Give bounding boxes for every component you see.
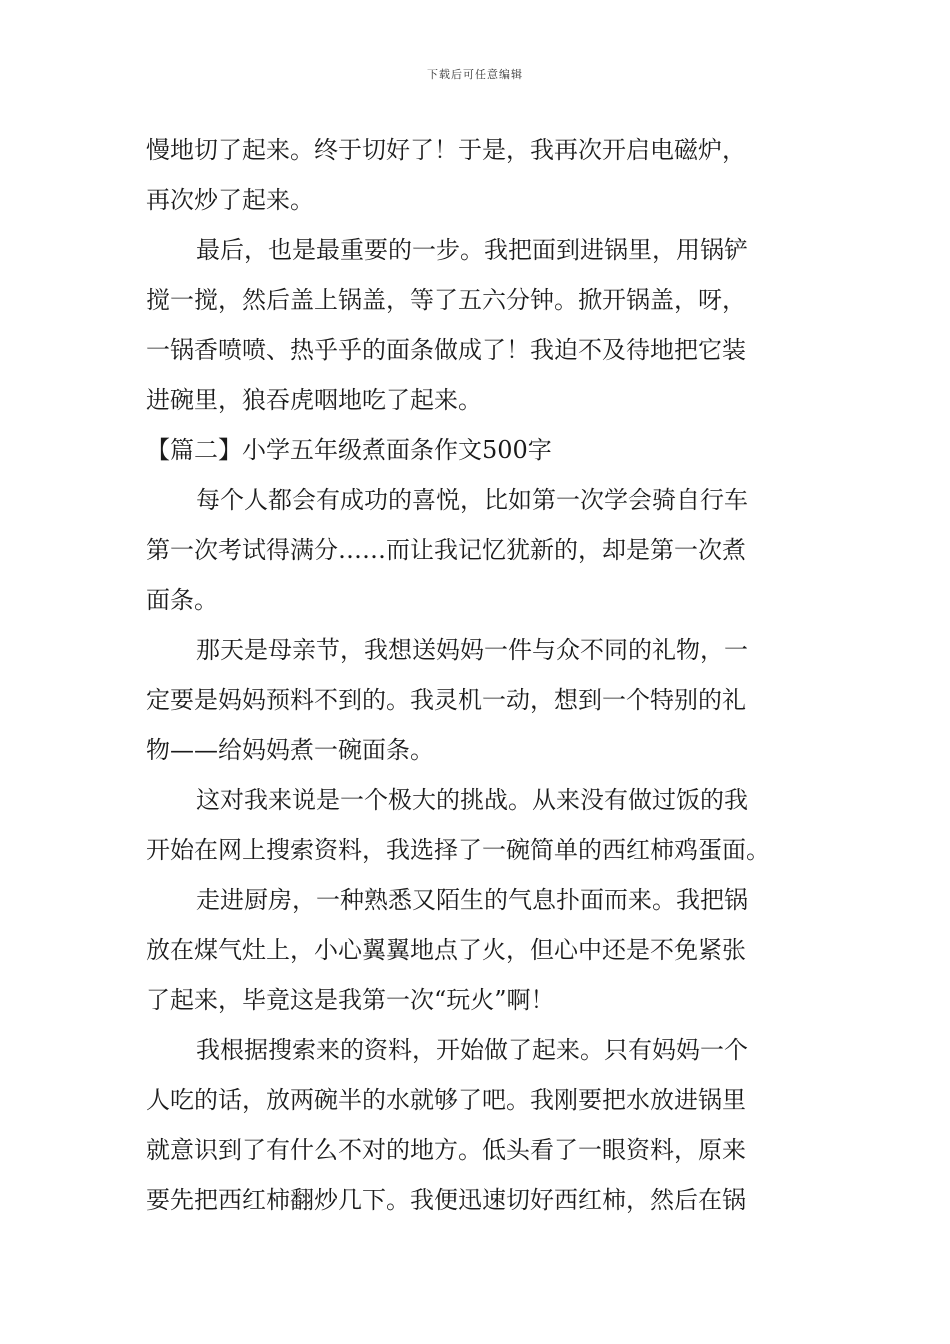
text-line: 搅一搅，然后盖上锅盖，等了五六分钟。掀开锅盖，呀， [146, 286, 746, 314]
paragraph-start: 每个人都会有成功的喜悦，比如第一次学会骑自行车 [196, 486, 748, 514]
paragraph-start: 我根据搜索来的资料，开始做了起来。只有妈妈一个 [196, 1036, 748, 1064]
page-header: 下载后可任意编辑 [427, 68, 523, 81]
text-line: 第一次考试得满分……而让我记忆犹新的，却是第一次煮 [146, 536, 746, 564]
text-line: 要先把西红柿翻炒几下。我便迅速切好西红柿，然后在锅 [146, 1186, 746, 1214]
text-line: 物——给妈妈煮一碗面条。 [146, 736, 434, 764]
text-line: 放在煤气灶上，小心翼翼地点了火，但心中还是不免紧张 [146, 936, 746, 964]
text-line: 就意识到了有什么不对的地方。低头看了一眼资料，原来 [146, 1136, 746, 1164]
text-line: 了起来，毕竟这是我第一次“玩火”啊！ [146, 986, 555, 1014]
paragraph-start: 这对我来说是一个极大的挑战。从来没有做过饭的我 [196, 786, 748, 814]
paragraph-start: 最后，也是最重要的一步。我把面到进锅里，用锅铲 [196, 236, 748, 264]
text-line: 定要是妈妈预料不到的。我灵机一动，想到一个特别的礼 [146, 686, 746, 714]
text-line: 进碗里，狼吞虎咽地吃了起来。 [146, 386, 482, 414]
text-line: 再次炒了起来。 [146, 186, 314, 214]
text-line: 开始在网上搜索资料，我选择了一碗简单的西红柿鸡蛋面。 [146, 836, 770, 864]
text-line: 人吃的话，放两碗半的水就够了吧。我刚要把水放进锅里 [146, 1086, 746, 1114]
section-heading: 【篇二】小学五年级煮面条作文500字 [146, 436, 552, 464]
text-line: 慢地切了起来。终于切好了！于是，我再次开启电磁炉， [146, 136, 746, 164]
text-line: 面条。 [146, 586, 218, 614]
text-line: 一锅香喷喷、热乎乎的面条做成了！我迫不及待地把它装 [146, 336, 746, 364]
paragraph-start: 走进厨房，一种熟悉又陌生的气息扑面而来。我把锅 [196, 886, 748, 914]
paragraph-start: 那天是母亲节，我想送妈妈一件与众不同的礼物，一 [196, 636, 748, 664]
